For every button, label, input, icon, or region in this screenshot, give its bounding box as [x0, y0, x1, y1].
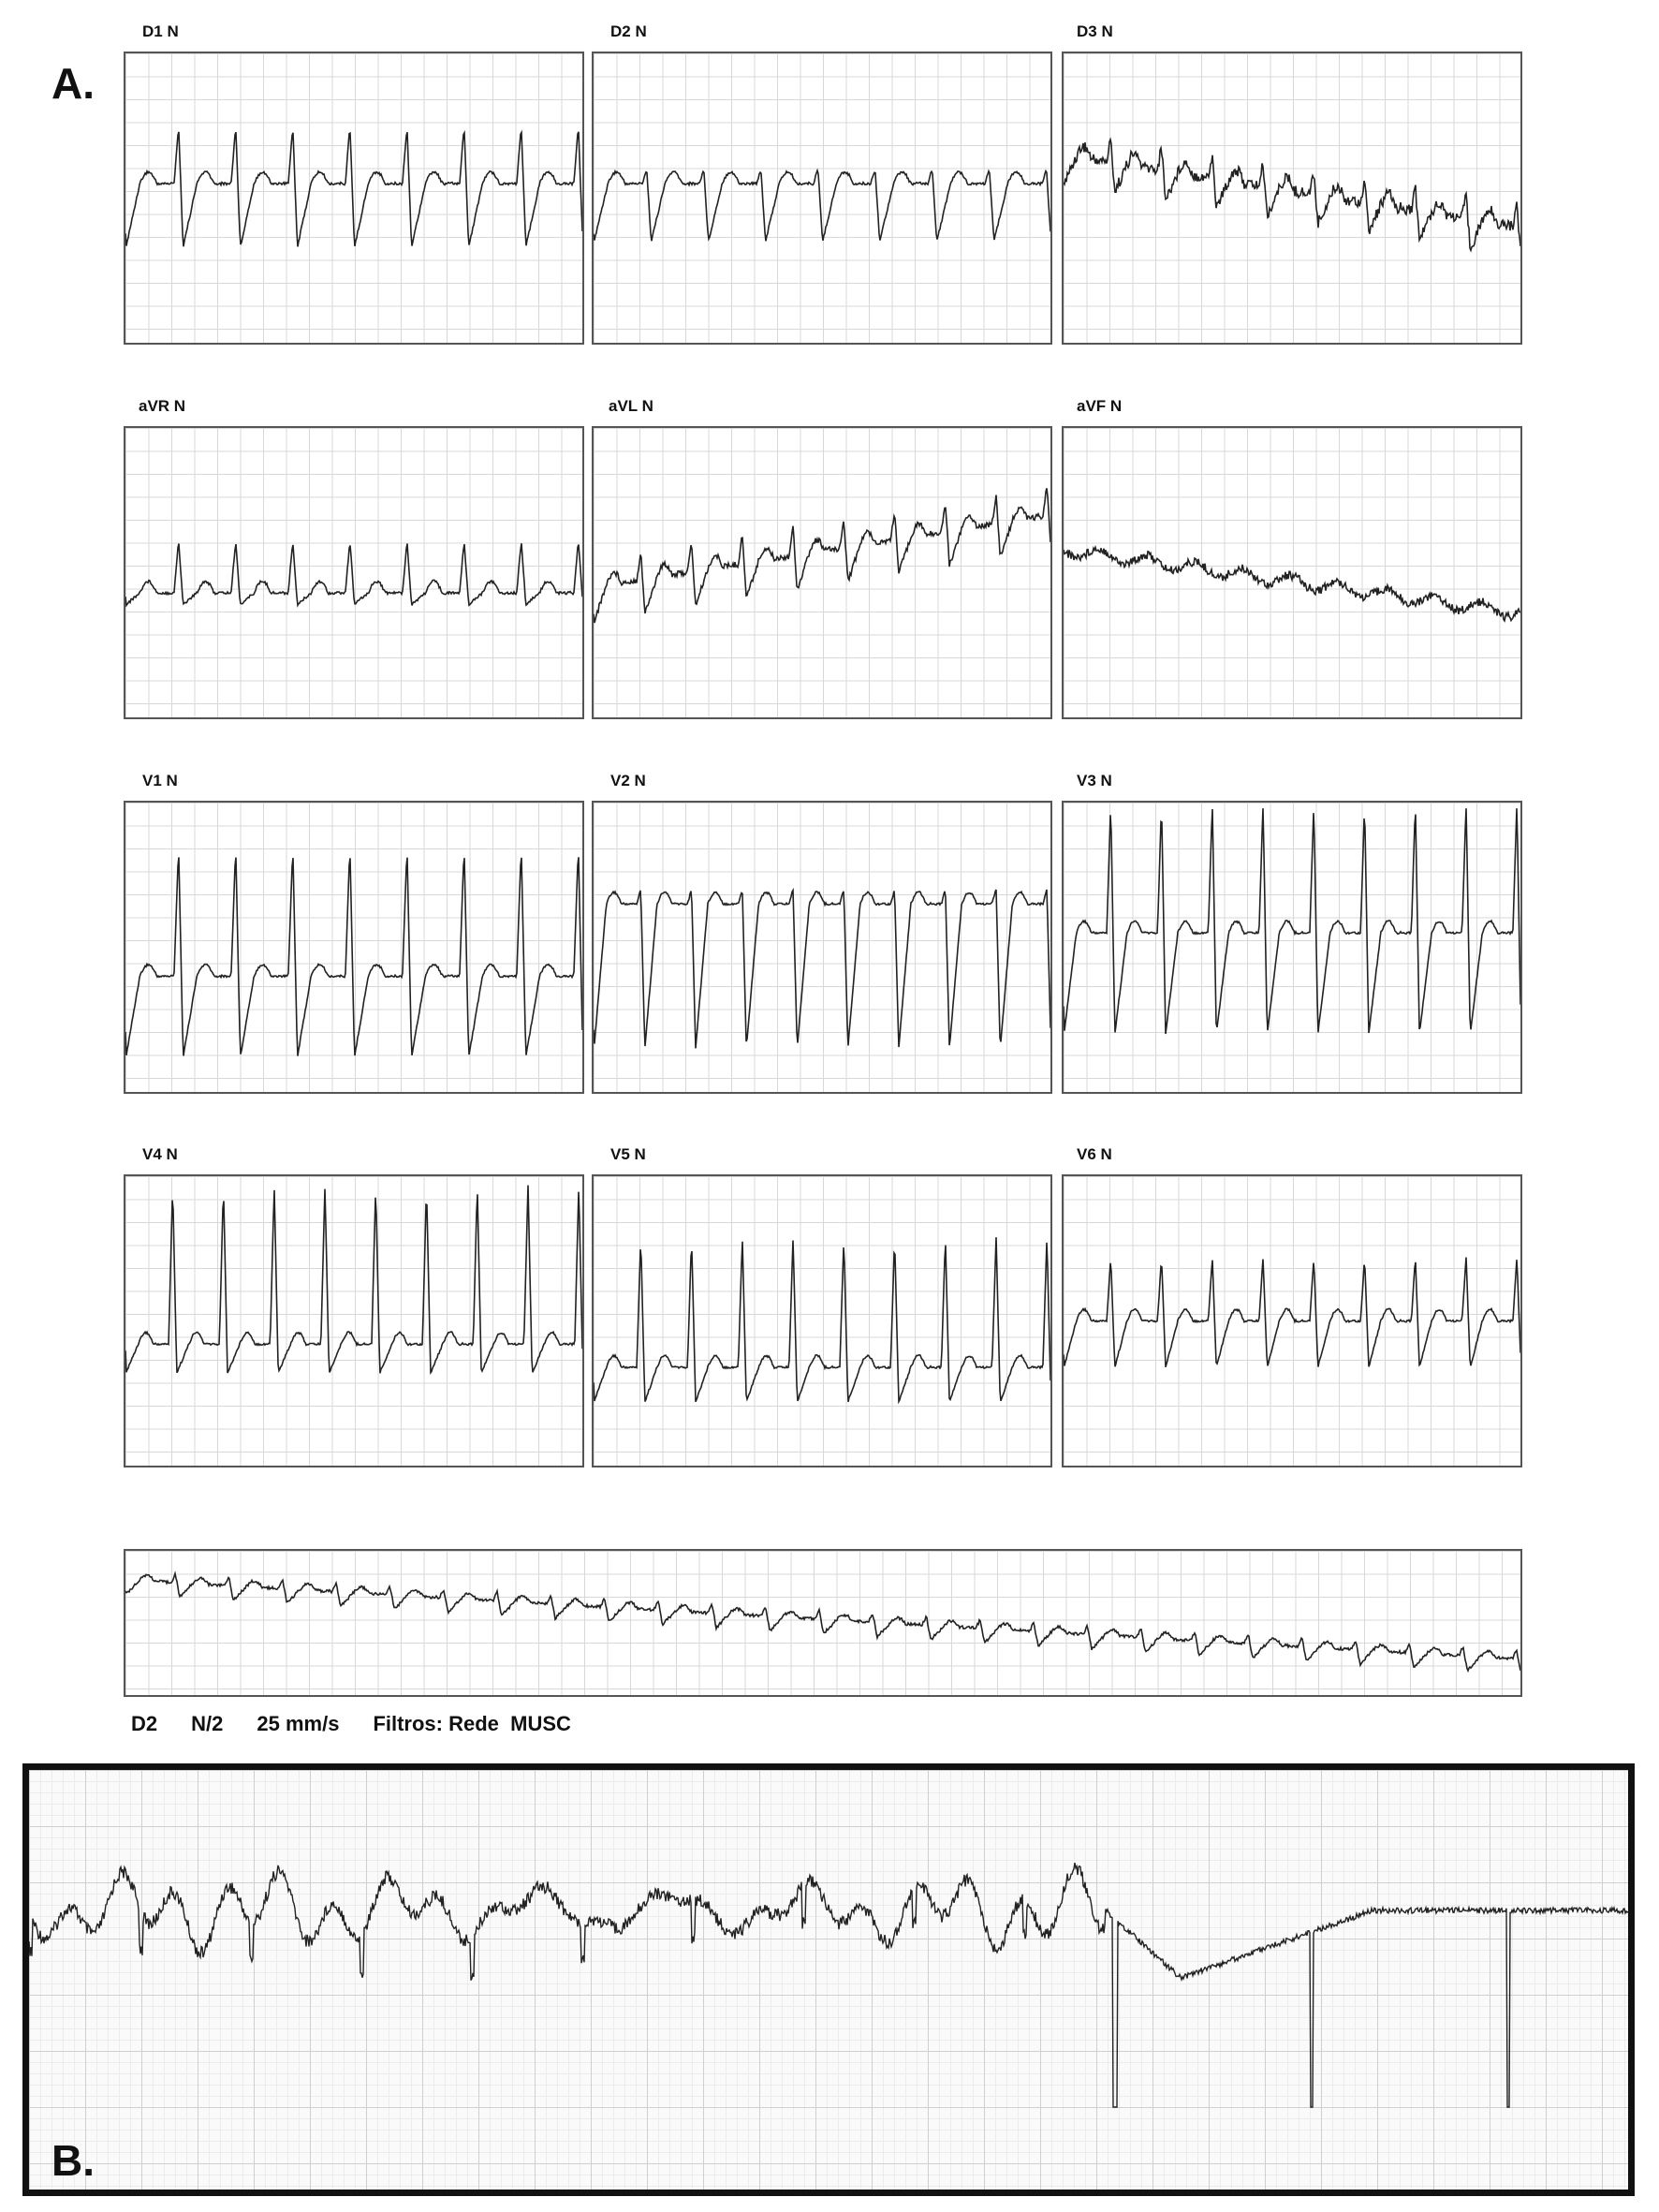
d3-waveform	[1064, 140, 1520, 250]
v1-waveform	[125, 857, 582, 1055]
lead-trace-v5	[592, 1174, 1052, 1467]
v2-waveform	[594, 890, 1050, 1049]
v3-waveform	[1064, 808, 1520, 1034]
lead-label-avf: aVF N	[1077, 397, 1123, 415]
lead-label-d2: D2 N	[610, 22, 647, 40]
d1-waveform	[125, 132, 582, 247]
lead-trace-v1	[124, 801, 584, 1094]
lead-label-avr: aVR N	[139, 397, 186, 415]
rhythm-strip-trace	[124, 1549, 1522, 1697]
panel-b-trace	[29, 1770, 1628, 2190]
lead-label-v2: V2 N	[610, 772, 646, 789]
avf-waveform	[1064, 548, 1520, 621]
lead-label-v5: V5 N	[610, 1145, 646, 1163]
panel-a-label: A.	[51, 59, 95, 108]
lead-label-d3: D3 N	[1077, 22, 1113, 40]
lead-trace-v6	[1062, 1174, 1522, 1467]
d2-waveform	[594, 170, 1050, 241]
lead-trace-avr	[124, 426, 584, 719]
rhythm-lead: D2	[131, 1712, 158, 1735]
v5-waveform	[594, 1237, 1050, 1402]
panel-b-strip	[22, 1763, 1635, 2196]
lead-trace-d3	[1062, 52, 1522, 345]
v4-waveform	[125, 1186, 582, 1374]
lead-trace-v2	[592, 801, 1052, 1094]
panel-b-label: B.	[51, 2136, 95, 2185]
lead-label-avl: aVL N	[609, 397, 653, 415]
v6-waveform	[1064, 1258, 1520, 1367]
lead-trace-v4	[124, 1174, 584, 1467]
avr-waveform	[125, 543, 582, 605]
lead-label-v4: V4 N	[142, 1145, 178, 1163]
rhythm-waveform	[125, 1573, 1520, 1671]
lead-label-v3: V3 N	[1077, 772, 1112, 789]
rhythm-gain: N/2	[191, 1712, 224, 1735]
rhythm-speed: 25 mm/s	[257, 1712, 340, 1735]
lead-trace-v3	[1062, 801, 1522, 1094]
lead-trace-d1	[124, 52, 584, 345]
lead-label-d1: D1 N	[142, 22, 179, 40]
rhythm-filters: Filtros: Rede MUSC	[373, 1712, 571, 1735]
lead-trace-avf	[1062, 426, 1522, 719]
lead-trace-d2	[592, 52, 1052, 345]
panel-b-waveform	[29, 1863, 1628, 2107]
rhythm-strip-caption	[131, 1712, 571, 1736]
lead-label-v6: V6 N	[1077, 1145, 1112, 1163]
avl-waveform	[594, 488, 1050, 623]
lead-trace-avl	[592, 426, 1052, 719]
lead-label-v1: V1 N	[142, 772, 178, 789]
